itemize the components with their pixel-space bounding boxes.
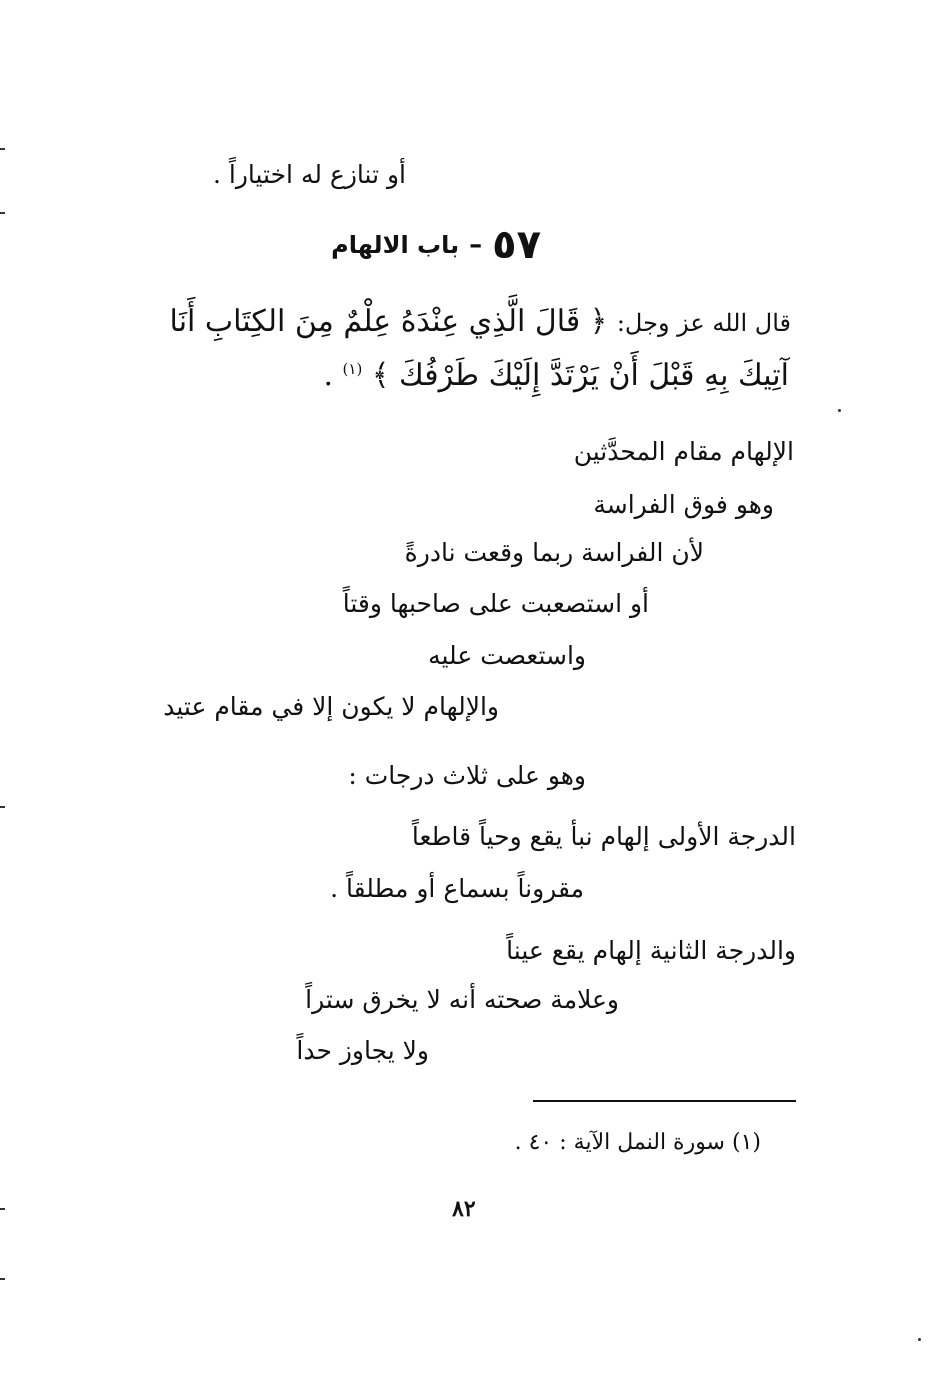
body-line-5: واستعصت عليه xyxy=(428,641,586,670)
chapter-dash: – xyxy=(469,230,483,260)
scan-mark xyxy=(0,212,5,214)
scan-mark xyxy=(0,1208,5,1210)
body-line-11: وعلامة صحته أنه لا يخرق ستراً xyxy=(305,985,619,1014)
scan-dot xyxy=(918,1338,921,1341)
chapter-title: باب الالهام xyxy=(331,231,460,259)
body-line-9: مقروناً بسماع أو مطلقاً . xyxy=(330,874,584,903)
top-line: أو تنازع له اختياراً . xyxy=(212,160,406,189)
body-line-12: ولا يجاوز حداً xyxy=(296,1036,429,1065)
verse-end-period: . xyxy=(323,358,333,393)
footnote: (١) سورة النمل الآية : ٤٠ . xyxy=(514,1130,761,1155)
quran-verse-line-2 xyxy=(323,356,789,395)
scan-mark xyxy=(0,1278,5,1280)
quran-verse-text-2: آتِيكَ بِهِ قَبْلَ أَنْ يَرْتَدَّ إِلَيْكَ طَرْفُكَ ﴾ xyxy=(371,358,789,393)
body-line-1: الإلهام مقام المحدَّثين xyxy=(573,437,794,466)
body-line-10: والدرجة الثانية إلهام يقع عيناً xyxy=(506,936,796,965)
scan-dot xyxy=(838,409,841,412)
quran-verse-line-1 xyxy=(170,302,791,341)
body-line-6: والإلهام لا يكون إلا في مقام عتيد xyxy=(163,692,499,721)
chapter-number: ٥٧ xyxy=(492,222,541,268)
body-line-3: لأن الفراسة ربما وقعت نادرةً xyxy=(404,538,704,567)
scan-mark xyxy=(0,148,5,150)
chapter-heading xyxy=(331,222,541,268)
scan-mark xyxy=(0,806,5,808)
page-number: ٨٢ xyxy=(452,1196,476,1222)
body-line-4: أو استصعبت على صاحبها وقتاً xyxy=(342,589,649,618)
quran-intro: قال الله عز وجل: xyxy=(616,309,791,337)
body-line-7: وهو على ثلاث درجات : xyxy=(348,761,586,790)
footnote-reference: (١) xyxy=(342,360,363,378)
footnote-separator xyxy=(533,1100,796,1102)
body-line-8: الدرجة الأولى إلهام نبأ يقع وحياً قاطعاً xyxy=(411,822,796,851)
quran-verse-text-1: ﴿ قَالَ الَّذِي عِنْدَهُ عِلْمٌ مِنَ الكِتَابِ أَنَا xyxy=(169,304,608,339)
body-line-2: وهو فوق الفراسة xyxy=(593,490,774,519)
